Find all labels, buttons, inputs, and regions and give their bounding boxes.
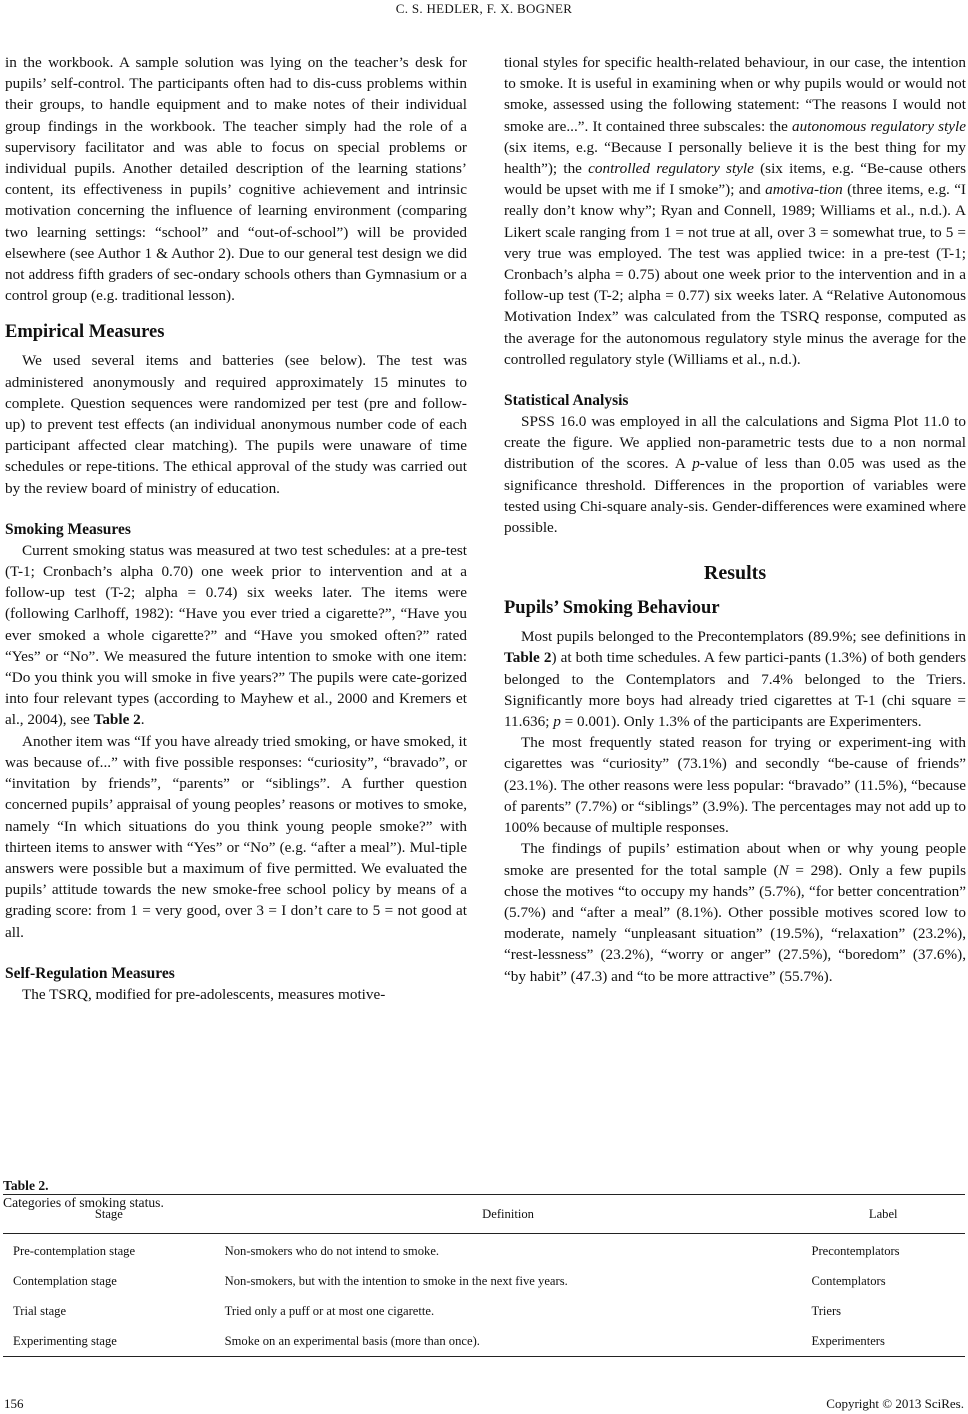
table-cell: Contemplation stage bbox=[13, 1273, 117, 1288]
column-header-label: Label bbox=[801, 1195, 965, 1234]
table-cell: Experimenting stage bbox=[3, 1326, 215, 1357]
table-cell: Experimenters bbox=[801, 1326, 965, 1357]
body-paragraph: We used several items and batteries (see below). The test was administered anonymously and required approximately 15 minutes to complete. Question sequences were randomized per test (pre and follow-up) to prevent test effects (an individual anonymous number code of each participant affected clear matching). The pupils were unaware of time schedules or repe-titions. The ethical approval of the study was carried out by the review board of ministry of education. bbox=[5, 352, 467, 497]
table-cell: Non-smokers who do not intend to smoke. bbox=[224, 1243, 440, 1258]
column-header-definition: Definition bbox=[215, 1195, 802, 1234]
table-label: Table 2. bbox=[3, 1178, 49, 1193]
table-reference: Table 2 bbox=[93, 711, 141, 729]
table-row bbox=[3, 1234, 965, 1267]
body-paragraph: The findings of pupils’ estimation about when or why young people smoke are presented for the total sample (N = 298). Only a few pupils chose the motives “to occupy my hands” (5.7%), “for better concentration” (5.7%) and “after a meal” (8.1%). Other possible motives scored low to moderate, namely “unpleasant situation” (19.5%), “relaxation” (23.2%), “rest-lessness” (23.2%), “worry or anger” (27.5%), “boredom” (37.6%), “by habit” (47.3) and “to be more attractive” (55.7%). bbox=[504, 840, 967, 985]
column-header-stage: Stage bbox=[3, 1195, 215, 1234]
table-cell: Smoke on an experimental basis (more than once). bbox=[215, 1326, 802, 1357]
running-header: C. S. HEDLER, F. X. BOGNER bbox=[395, 1, 573, 16]
section-heading-empirical: Empirical Measures bbox=[5, 322, 165, 343]
body-paragraph: SPSS 16.0 was employed in all the calculations and Sigma Plot 11.0 to create the figure. We applied non-parametric tests due to a non normal distribution of the scores. A p-value of less than 0.05 was used as the significance threshold. Differences in the proportion of variables were tested using Chi-square analy-sis. Gender-differences were examined where possible. bbox=[504, 413, 966, 537]
table-row bbox=[3, 1296, 965, 1326]
section-heading-results: Results bbox=[703, 562, 767, 585]
table-cell: Trial stage bbox=[13, 1303, 67, 1318]
body-paragraph: Most pupils belonged to the Precontemplators (89.9%; see definitions in Table 2) at both time schedules. A few partici-pants (1.3%) of both genders belonged to the Contemplators and 7.4% belonged to the Triers. Significantly more boys had already tried cigarettes at T-1 (chi square = 11.636; p = 0.001). Only 1.3% of the participants are Experimenters. bbox=[504, 628, 966, 731]
table-cell: Tried only a puff or at most one cigarette. bbox=[224, 1303, 435, 1318]
table-row bbox=[3, 1326, 965, 1357]
table-cell: Pre-contemplation stage bbox=[13, 1243, 136, 1258]
right-column bbox=[504, 52, 966, 987]
body-paragraph: Another item was “If you have already tried smoking, or have smoked, it was because of...” with five possible responses: “curiosity”, “bravado”, or “invitation by friends”, “parents” or “siblings”. A further question concerned pupils’ appraisal of young peoples’ reasons or motives to smoke, namely “In which situations do you think young people smoke?” with thirteen items to answer with “Yes” or “No” (e.g. “after a meal”). Mul-tiple answers were possible but a maximum of five permitted. We evaluated the pupils’ attitude towards the new smoke-free school policy by means of a grading score: from 1 = very good, over 3 = I don’t care to 5 = not good at all. bbox=[5, 732, 467, 941]
section-heading-pupils-smoking: Pupils’ Smoking Behaviour bbox=[504, 598, 720, 619]
page-number: 156 bbox=[4, 1396, 24, 1411]
table-header-row bbox=[3, 1195, 965, 1234]
smoking-status-table bbox=[3, 1194, 965, 1357]
table-cell: Contemplators bbox=[811, 1273, 886, 1288]
body-paragraph: The most frequently stated reason for trying or experiment-ing with cigarettes was “curiosity” (73.1%) and secondly “be-cause of friends” (23.1%). The other reasons were less popular: “bravado” (11.5%), “because of parents” (7.7%) or “siblings” (3.9%). The percentages may not add up to 100% because of multiple responses. bbox=[504, 734, 966, 837]
table-caption-text: Categories of smoking status. bbox=[3, 1195, 164, 1210]
table-row bbox=[3, 1266, 965, 1296]
copyright-notice: Copyright © 2013 SciRes. bbox=[826, 1396, 964, 1411]
table-cell: Non-smokers, but with the intention to smoke in the next five years. bbox=[224, 1273, 568, 1288]
subsection-heading-smoking: Smoking Measures bbox=[5, 520, 131, 538]
table-reference: Table 2 bbox=[504, 649, 552, 667]
body-paragraph: Current smoking status was measured at two test schedules: at a pre-test (T-1; Cronbach’s alpha 0.70) one week prior to intervention and at a follow-up test (T-2; alpha = 0.74) six weeks later. The items were (following Carlhoff, 1982): “Have you ever tried a cigarette?”, “Have you ever smoked a whole cigarette?” and “Have you smoked often?” rated “Yes” or “No”. We measured the future intention to smoke with one item: “Do you think you will smoke in five years?” The pupils were cate-gorized into four relevant types (according to Mayhew et al., 2000 and Kremers et al., 2004), see Table 2. bbox=[5, 541, 467, 729]
body-paragraph: The TSRQ, modified for pre-adolescents, measures motive- bbox=[22, 985, 386, 1003]
table-cell: Precontemplators bbox=[811, 1243, 900, 1258]
body-paragraph: tional styles for specific health-related behaviour, in our case, the intention to smoke. It is useful in examining when or why pupils would or would not smoke, assessed using the following statement: “The reasons I would not smoke are...”. It contained three subscales: the autonomous regulatory style (six items, e.g. “Because I personally believe it is the best thing for my health”); the controlled regulatory style (six items, e.g. “Be-cause others would be upset with me if I smoke”); and amotiva-tion (three items, e.g. “I really don’t know why”; Ryan and Connell, 1989; Williams et al., n.d.). A Likert scale ranging from 1 = not true at all, over 3 = somewhat true, to 5 = very true was employed. The test was applied twice: in a pre-test (T-1; Cronbach’s alpha = 0.75) about one week prior to the intervention and in a follow-up test (T-2; alpha = 0.77) six weeks later. A “Relative Autonomous Motivation Index” was calculated from the TSRQ response, computed as the average for the autonomous regulatory style minus the average for the controlled regulatory style (Williams et al., n.d.). bbox=[504, 54, 967, 368]
subsection-heading-statistical: Statistical Analysis bbox=[504, 392, 629, 410]
table-cell: Triers bbox=[811, 1303, 842, 1318]
body-paragraph: in the workbook. A sample solution was lying on the teacher’s desk for pupils’ self-control. The participants often had to dis-cuss problems within their groups, to handle equipment and to make notes of their individual group findings in the workbook. The teacher simply had the role of a supervisory facilitator and was able to focus on special problems or individual pupils. Another detailed description of the learning stations’ content, its effectiveness in pupils’ cognitive achievement and intrinsic motivation concerning the influence of learning environment (comparing two learning settings: “school” and “out-of-school”) will be provided elsewhere (see Author 1 & Author 2). Due to our general test design we did not address fifth graders of sec-ondary schools others than Gymnasium or a control group (e.g. traditional lesson). bbox=[5, 54, 467, 305]
left-column bbox=[5, 52, 467, 1005]
subsection-heading-self-regulation: Self-Regulation Measures bbox=[5, 964, 175, 982]
